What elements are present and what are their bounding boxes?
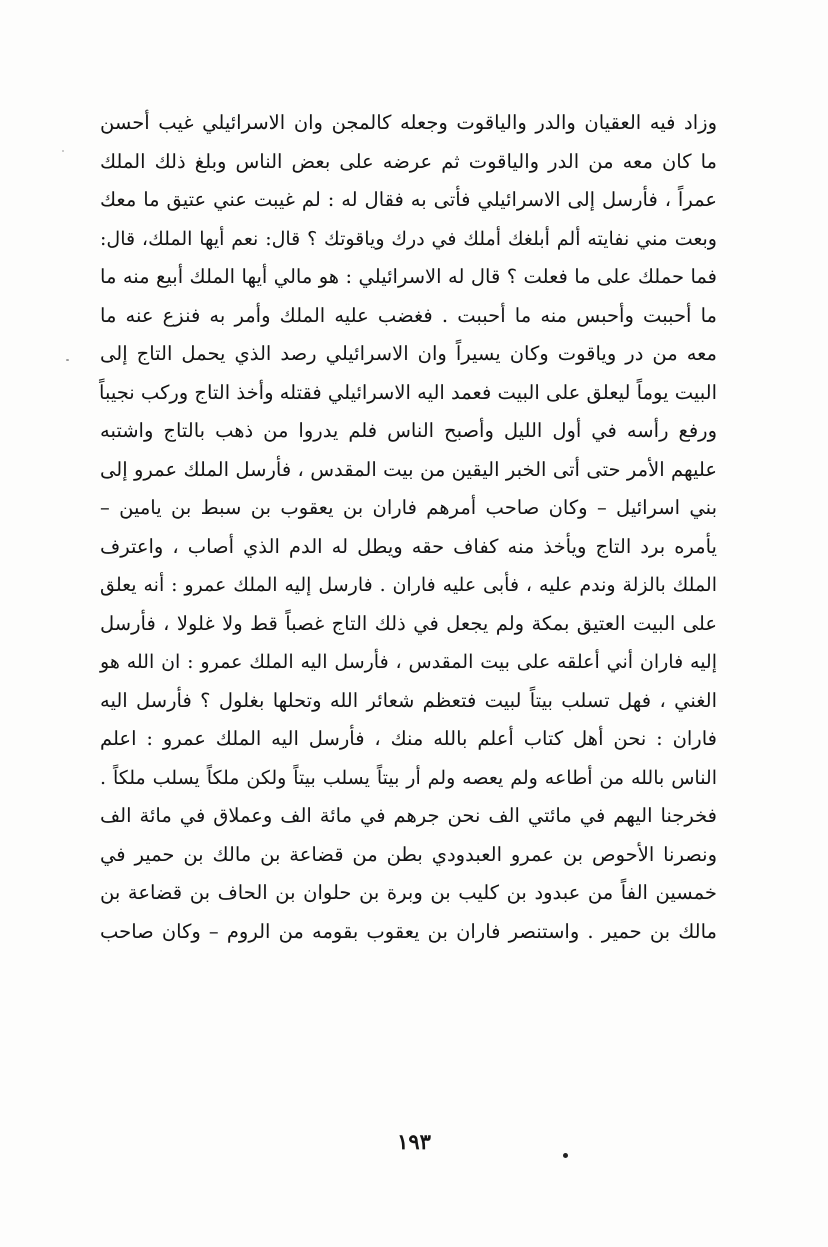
text-line: فاران : نحن أهل كتاب أعلم بالله منك ، فأرسل اليه الملك عمرو : اعلم: [100, 727, 717, 750]
text-line: مالك بن حمير . واستنصر فاران بن يعقوب بقومه من الروم – وكان صاحب: [100, 919, 717, 943]
ink-dot: [563, 1153, 568, 1158]
text-line: ونصرنا الأحوص بن عمرو العبدودي بطن من قضاعة بن مالك بن حمير في: [100, 842, 717, 866]
text-line: البيت يوماً ليعلق على البيت فعمد اليه الاسرائيلي فقتله وأخذ التاج وركب نجيباً: [99, 380, 717, 404]
text-line: ما كان معه من الدر والياقوت ثم عرضه على بعض الناس وبلغ ذلك الملك: [100, 149, 717, 173]
text-line: ورفع رأسه في أول الليل وأصبح الناس فلم يدروا من ذهب بالتاج واشتبه: [100, 419, 717, 442]
text-line: معه من در وياقوت وكان يسيراً وان الاسرائيلي رصد الذي يحمل التاج إلى: [100, 342, 717, 365]
text-line: عليهم الأمر حتى أتى الخبر اليقين من بيت المقدس ، فأرسل الملك عمرو إلى: [100, 457, 717, 481]
text-line: الملك بالزلة وندم عليه ، فأبى عليه فاران . فارسل إليه الملك عمرو : أنه يعلق: [100, 574, 718, 596]
text-line: يأمره برد التاج ويأخذ منه كفاف حقه ويطل له الدم الذي أصاب ، واعترف: [100, 534, 717, 558]
scan-speck: [62, 150, 64, 152]
text-line: فخرجنا اليهم في مائتي الف نحن جرهم في مائة الف وعملاق في مائة الف: [100, 804, 717, 827]
text-line: على البيت العتيق بمكة ولم يجعل في ذلك التاج غصباً قط ولا غلولا ، فأرسل: [100, 611, 717, 635]
text-line: بني اسرائيل – وكان صاحب أمرهم فاران بن يعقوب بن سبط بن يامين –: [100, 496, 717, 519]
text-line: وبعت مني نفايته ألم أبلغك أملك في درك وياقوتك ؟ قال: نعم أيها الملك، قال:: [100, 227, 717, 250]
text-line: ما أحببت وأحبس منه ما أحببت . فغضب عليه الملك وأمر به فنزع عنه ما: [100, 303, 717, 327]
text-line: عمراً ، فأرسل إلى الاسرائيلي فأتى به فقال له : لم غيبت عني عتيق ما معك: [100, 188, 717, 211]
text-line: فما حملك على ما فعلت ؟ قال له الاسرائيلي : هو مالي أيها الملك أبيع منه ما: [100, 265, 717, 288]
text-line: إليه فاران أني أعلقه على بيت المقدس ، فأرسل اليه الملك عمرو : ان الله هو: [100, 651, 717, 673]
scan-speck: [66, 359, 69, 361]
page-number: ١٩٣: [397, 1129, 431, 1154]
text-line: الغني ، فهل تسلب بيتاً لبيت فتعظم شعائر الله وتحلها بغلول ؟ فأرسل اليه: [100, 688, 717, 712]
body-text: [100, 104, 717, 951]
text-line: وزاد فيه العقيان والدر والياقوت وجعله كالمجن وان الاسرائيلي غيب أحسن: [100, 111, 717, 134]
text-line: الناس بالله من أطاعه ولم يعصه ولم أر بيتاً يسلب بيتاً ولكن ملكاً يسلب ملكاً .: [100, 766, 717, 789]
text-line: خمسين الفاً من عبدود بن كليب بن وبرة بن حلوان بن الحاف بن قضاعة بن: [100, 881, 717, 904]
